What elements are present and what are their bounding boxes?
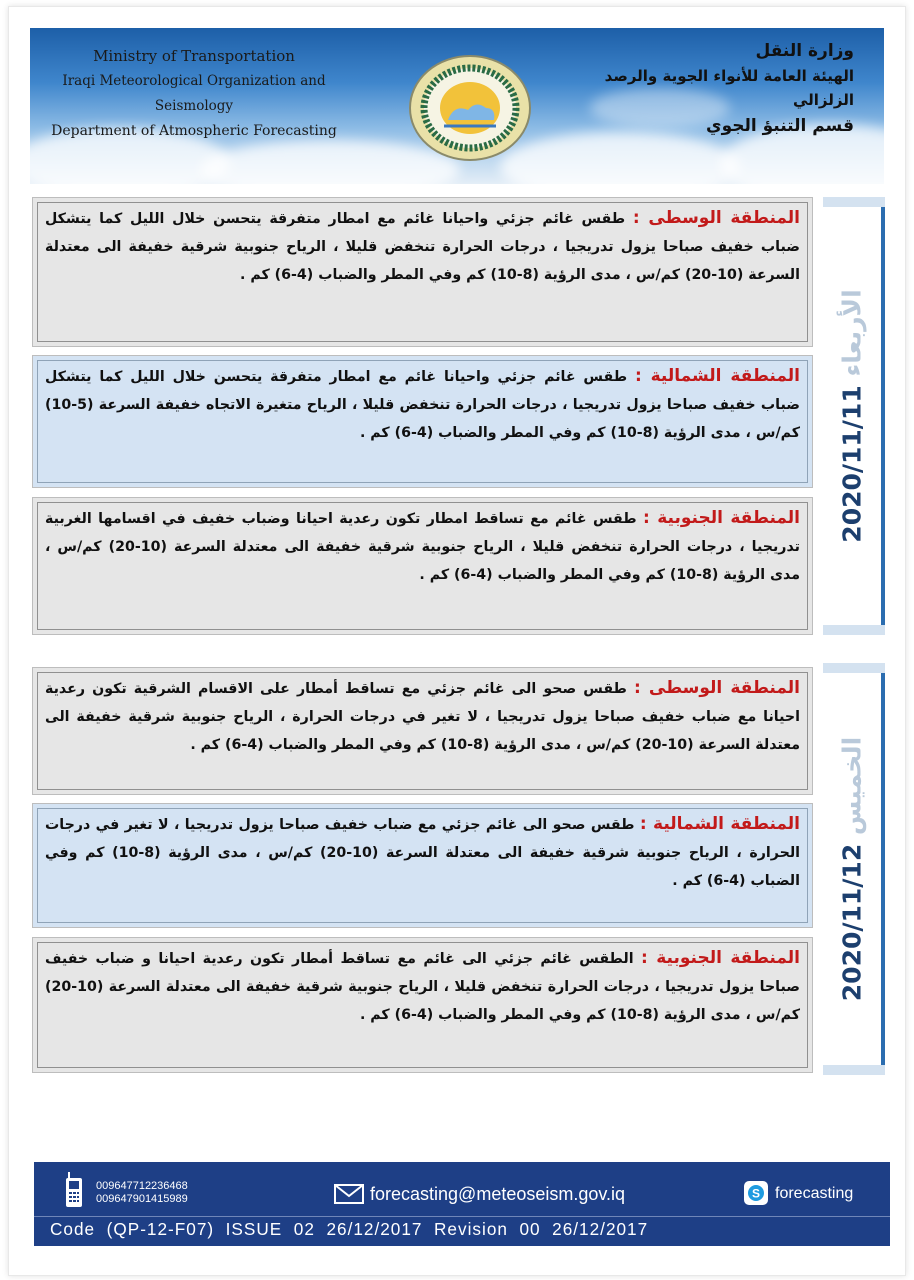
footer-bar: [34, 1162, 890, 1246]
region-title: المنطقة الشمالية :: [639, 814, 800, 834]
forecast-text: الطقس غائم جزئي الى غائم مع تساقط أمطار تكون رعدية احيانا و ضباب خفيف صباحا يزول تدريجيا ، درجات الحرارة تنخفض قليلا ، الرياح جنوبية شرقية خفيفة الى معتدلة السرعة (10-20) كم/س ، مدى الرؤية (8-10) كم وفي المطر والضباب (4-6) كم .: [45, 951, 800, 1023]
forecast-text: طقس صحو الى غائم جزئي مع تساقط أمطار على الاقسام الشرقية تكون رعدية احيانا مع ضباب خفيف صباحا يزول تدريجيا ، لا تغير في درجات الحرارة ، الرياح جنوبية شرقية خفيفة الى معتدلة السرعة (10-20) كم/س ، مدى الرؤية (8-10) كم وفي المطر والضباب (4-6) كم .: [45, 681, 800, 753]
forecast-box-day2-central: [32, 667, 813, 795]
email-address[interactable]: forecasting@meteoseism.gov.iq: [370, 1184, 626, 1204]
day-sidebar-1: [823, 197, 885, 635]
region-title: المنطقة الوسطى :: [634, 678, 800, 698]
forecast-text: طقس صحو الى غائم جزئي مع ضباب خفيف صباحا يزول تدريجيا ، لا تغير في درجات الحرارة ، الرياح جنوبية شرقية خفيفة الى معتدلة السرعة (10-20) كم/س ، مدى الرؤية (8-10) كم وفي الضباب (4-6) كم .: [45, 817, 801, 889]
day-name-2: الخميس: [837, 736, 867, 836]
forecast-paragraph: [45, 674, 800, 759]
footer-divider: [34, 1216, 890, 1217]
forecast-text: طقس غائم جزئي واحيانا غائم مع امطار متفرقة يتحسن خلال الليل كما يتشكل ضباب خفيف صباحا يزول تدريجيا ، درجات الحرارة تنخفض قليلا ، الرياح متغيرة الاتجاه خفيفة السرعة (5-10) كم/س ، مدى الرؤية (8-10) كم وفي المطر والضباب (4-6) كم .: [45, 369, 800, 441]
region-title: المنطقة الوسطى :: [632, 208, 800, 228]
skype-icon: [744, 1181, 768, 1205]
document-code-line: Code (QP-12-F07) ISSUE 02 26/12/2017 Revision 00 26/12/2017: [50, 1219, 649, 1239]
forecast-box-day1-central: [32, 197, 813, 347]
header-arabic: [574, 38, 854, 140]
forecast-box-day1-south: [32, 497, 813, 635]
phone-number-2: 009647901415989: [96, 1193, 188, 1205]
phone-numbers: [96, 1180, 188, 1206]
letterhead-banner: [30, 28, 884, 184]
day-name-1: الأربعاء: [837, 289, 867, 377]
day-date-2: 2020/11/12: [837, 843, 867, 1002]
region-title: المنطقة الجنوبية :: [643, 508, 800, 528]
envelope-icon: [334, 1184, 364, 1204]
header-english: [44, 44, 344, 144]
day-date-1: 2020/11/11: [837, 385, 867, 543]
day-label-1: [838, 289, 867, 542]
ministry-name-ar: وزارة النقل: [755, 41, 854, 61]
forecast-box-day1-north: [32, 355, 813, 488]
forecast-box-day2-north: [32, 803, 813, 928]
forecast-paragraph: [45, 204, 800, 289]
forecast-paragraph: [45, 362, 800, 447]
organization-logo: [408, 54, 532, 162]
ministry-name-en: Ministry of Transportation: [93, 47, 295, 65]
skype-handle[interactable]: forecasting: [775, 1185, 854, 1202]
organization-name-en: Iraqi Meteorological Organization and Seismology: [62, 73, 326, 114]
day-sidebar-2: [823, 663, 885, 1075]
organization-name-ar: الهيئة العامة للأنواء الجوية والرصد الزلزالي: [604, 67, 854, 109]
forecast-paragraph: [45, 810, 800, 895]
region-title: المنطقة الجنوبية :: [641, 948, 800, 968]
phone-number-1: 009647712236468: [96, 1180, 188, 1192]
department-name-ar: قسم التنبؤ الجوي: [706, 116, 854, 136]
forecast-paragraph: [45, 944, 800, 1029]
forecast-paragraph: [45, 504, 800, 589]
forecast-text: طقس غائم مع تساقط امطار تكون رعدية احيانا وضباب خفيف في اقسامها الغربية تدريجيا ، درجات الحرارة تنخفض قليلا ، الرياح جنوبية شرقية خفيفة الى معتدلة السرعة (10-20) كم/س ، مدى الرؤية (8-10) كم وفي المطر والضباب (4-6) كم .: [45, 511, 800, 583]
svg-text:S: S: [751, 1186, 761, 1201]
forecast-text: طقس غائم جزئي واحيانا غائم مع امطار متفرقة يتحسن خلال الليل كما يتشكل ضباب خفيف صباحا يزول تدريجيا ، درجات الحرارة تنخفض قليلا ، الرياح جنوبية شرقية خفيفة الى معتدلة السرعة (10-20) كم/س ، مدى الرؤية (8-10) كم وفي المطر والضباب (4-6) كم .: [45, 211, 800, 283]
region-title: المنطقة الشمالية :: [634, 366, 800, 386]
day-label-2: [838, 737, 867, 1001]
forecast-box-day2-south: [32, 937, 813, 1073]
department-name-en: Department of Atmospheric Forecasting: [51, 123, 337, 139]
mobile-phone-icon: [64, 1172, 84, 1208]
